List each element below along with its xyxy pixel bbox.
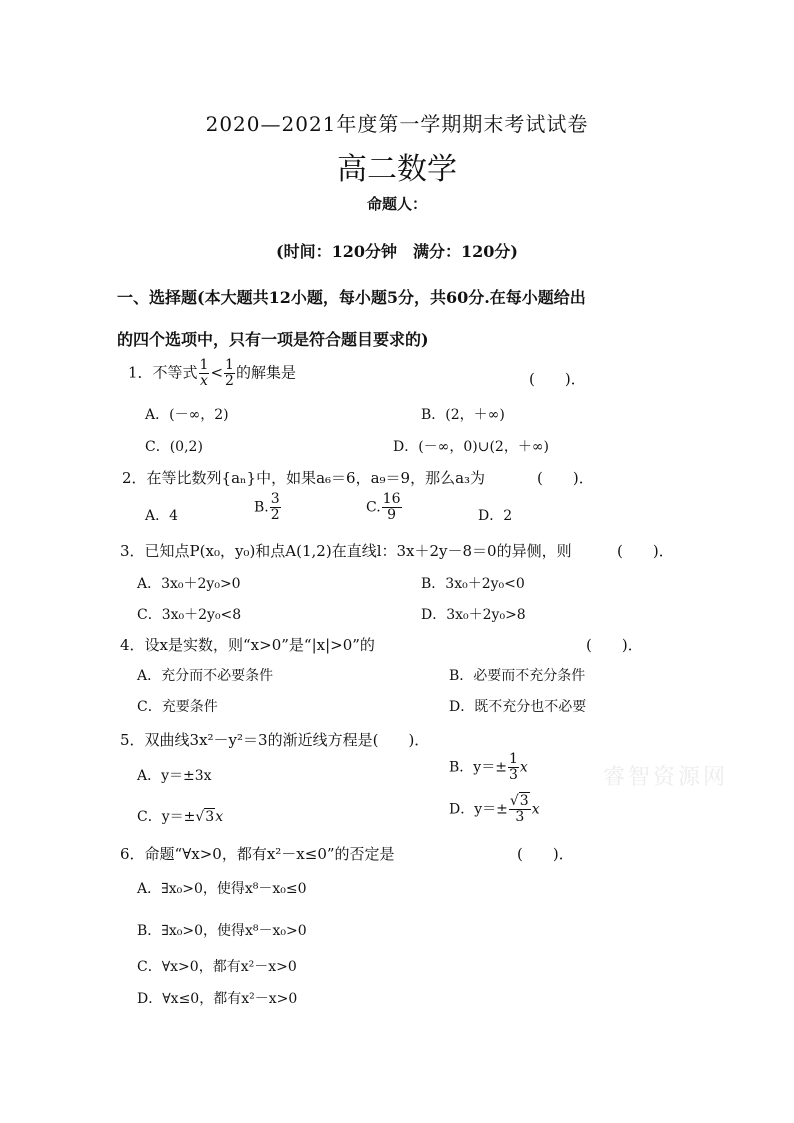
question-5-option-d: D．y＝± $\frac{√3}{3}$ x bbox=[449, 793, 540, 825]
author-label: 命题人： bbox=[366, 195, 427, 213]
question-3-option-c: C．3x₀＋2y₀<8 bbox=[137, 607, 242, 623]
question-2-option-c: C. $\frac{16}{9}$ bbox=[366, 491, 401, 523]
fraction-1-over-x: $\frac{1}{x}$ bbox=[199, 357, 209, 389]
subject-title: 高二数学 bbox=[337, 152, 457, 187]
question-6-answer-blank: ( )． bbox=[517, 845, 574, 863]
question-4-option-a: A．充分而不必要条件 bbox=[137, 668, 274, 684]
question-2-option-a: A．4 bbox=[145, 508, 179, 524]
question-6-option-d: D．∀x≤0，都有x²－x>0 bbox=[137, 991, 298, 1007]
question-1-option-a: A．(－∞，2) bbox=[145, 407, 229, 423]
question-4-stem: 4．设x是实数，则“x>0”是“|x|>0”的 bbox=[120, 636, 375, 654]
section-heading-line1: 一、选择题(本大题共12小题，每小题5分，共60分.在每小题给出 bbox=[117, 288, 586, 307]
exam-year-title: 2020—2021年度第一学期期末考试试卷 bbox=[205, 112, 589, 136]
question-6-option-b: B．∃x₀>0，使得x⁸－x₀>0 bbox=[137, 923, 307, 939]
question-4-option-d: D．既不充分也不必要 bbox=[449, 699, 587, 715]
question-5-option-a: A．y＝±3x bbox=[137, 768, 212, 784]
question-3-stem: 3．已知点P(x₀，y₀)和点A(1,2)在直线l：3x＋2y－8＝0的异侧，则 bbox=[120, 542, 572, 560]
question-5-option-b: B．y＝± $\frac{1}{3}$ x bbox=[449, 751, 528, 783]
question-6-stem: 6．命题“∀x>0，都有x²－x≤0”的否定是 bbox=[120, 845, 395, 863]
fraction-1-over-2: $\frac{1}{2}$ bbox=[225, 357, 234, 389]
question-1-option-c: C．(0,2) bbox=[145, 439, 203, 455]
question-2-option-b: B. $\frac{3}{2}$ bbox=[254, 491, 280, 523]
sqrt-symbol: √ bbox=[509, 793, 519, 809]
question-5-option-c: C．y＝±√3x bbox=[137, 809, 224, 825]
question-6-option-a: A．∃x₀>0，使得x⁸－x₀≤0 bbox=[137, 881, 307, 897]
question-3-answer-blank: ( )． bbox=[617, 542, 674, 560]
question-4-option-c: C．充要条件 bbox=[137, 699, 218, 715]
question-4-option-b: B．必要而不充分条件 bbox=[449, 668, 586, 684]
question-2-answer-blank: ( )． bbox=[537, 469, 594, 487]
question-5-stem: 5．双曲线3x²－y²＝3的渐近线方程是( )． bbox=[120, 731, 430, 749]
time-info: (时间：120分钟 满分：120分) bbox=[276, 242, 518, 261]
watermark: 睿智资源网 bbox=[603, 765, 729, 790]
sqrt-symbol: √ bbox=[195, 809, 205, 825]
question-1-option-b: B．(2，＋∞) bbox=[421, 407, 505, 423]
question-2-stem: 2．在等比数列{aₙ}中，如果a₆＝6，a₉＝9，那么a₃为 bbox=[122, 469, 486, 487]
question-1-answer-blank: ( )． bbox=[529, 370, 586, 388]
question-1-stem: 1．不等式 $\frac{1}{x}$ < $\frac{1}{2}$ 的解集是 bbox=[128, 357, 296, 389]
section-heading-line2: 的四个选项中，只有一项是符合题目要求的) bbox=[117, 330, 429, 349]
question-3-option-a: A．3x₀＋2y₀>0 bbox=[137, 576, 241, 592]
question-1-option-d: D．(－∞，0)∪(2，＋∞) bbox=[393, 439, 549, 455]
question-2-option-d: D．2 bbox=[478, 508, 513, 524]
question-6-option-c: C．∀x>0，都有x²－x>0 bbox=[137, 959, 297, 975]
question-4-answer-blank: ( )． bbox=[586, 636, 643, 654]
question-3-option-d: D．3x₀＋2y₀>8 bbox=[421, 607, 526, 623]
question-3-option-b: B．3x₀＋2y₀<0 bbox=[421, 576, 525, 592]
